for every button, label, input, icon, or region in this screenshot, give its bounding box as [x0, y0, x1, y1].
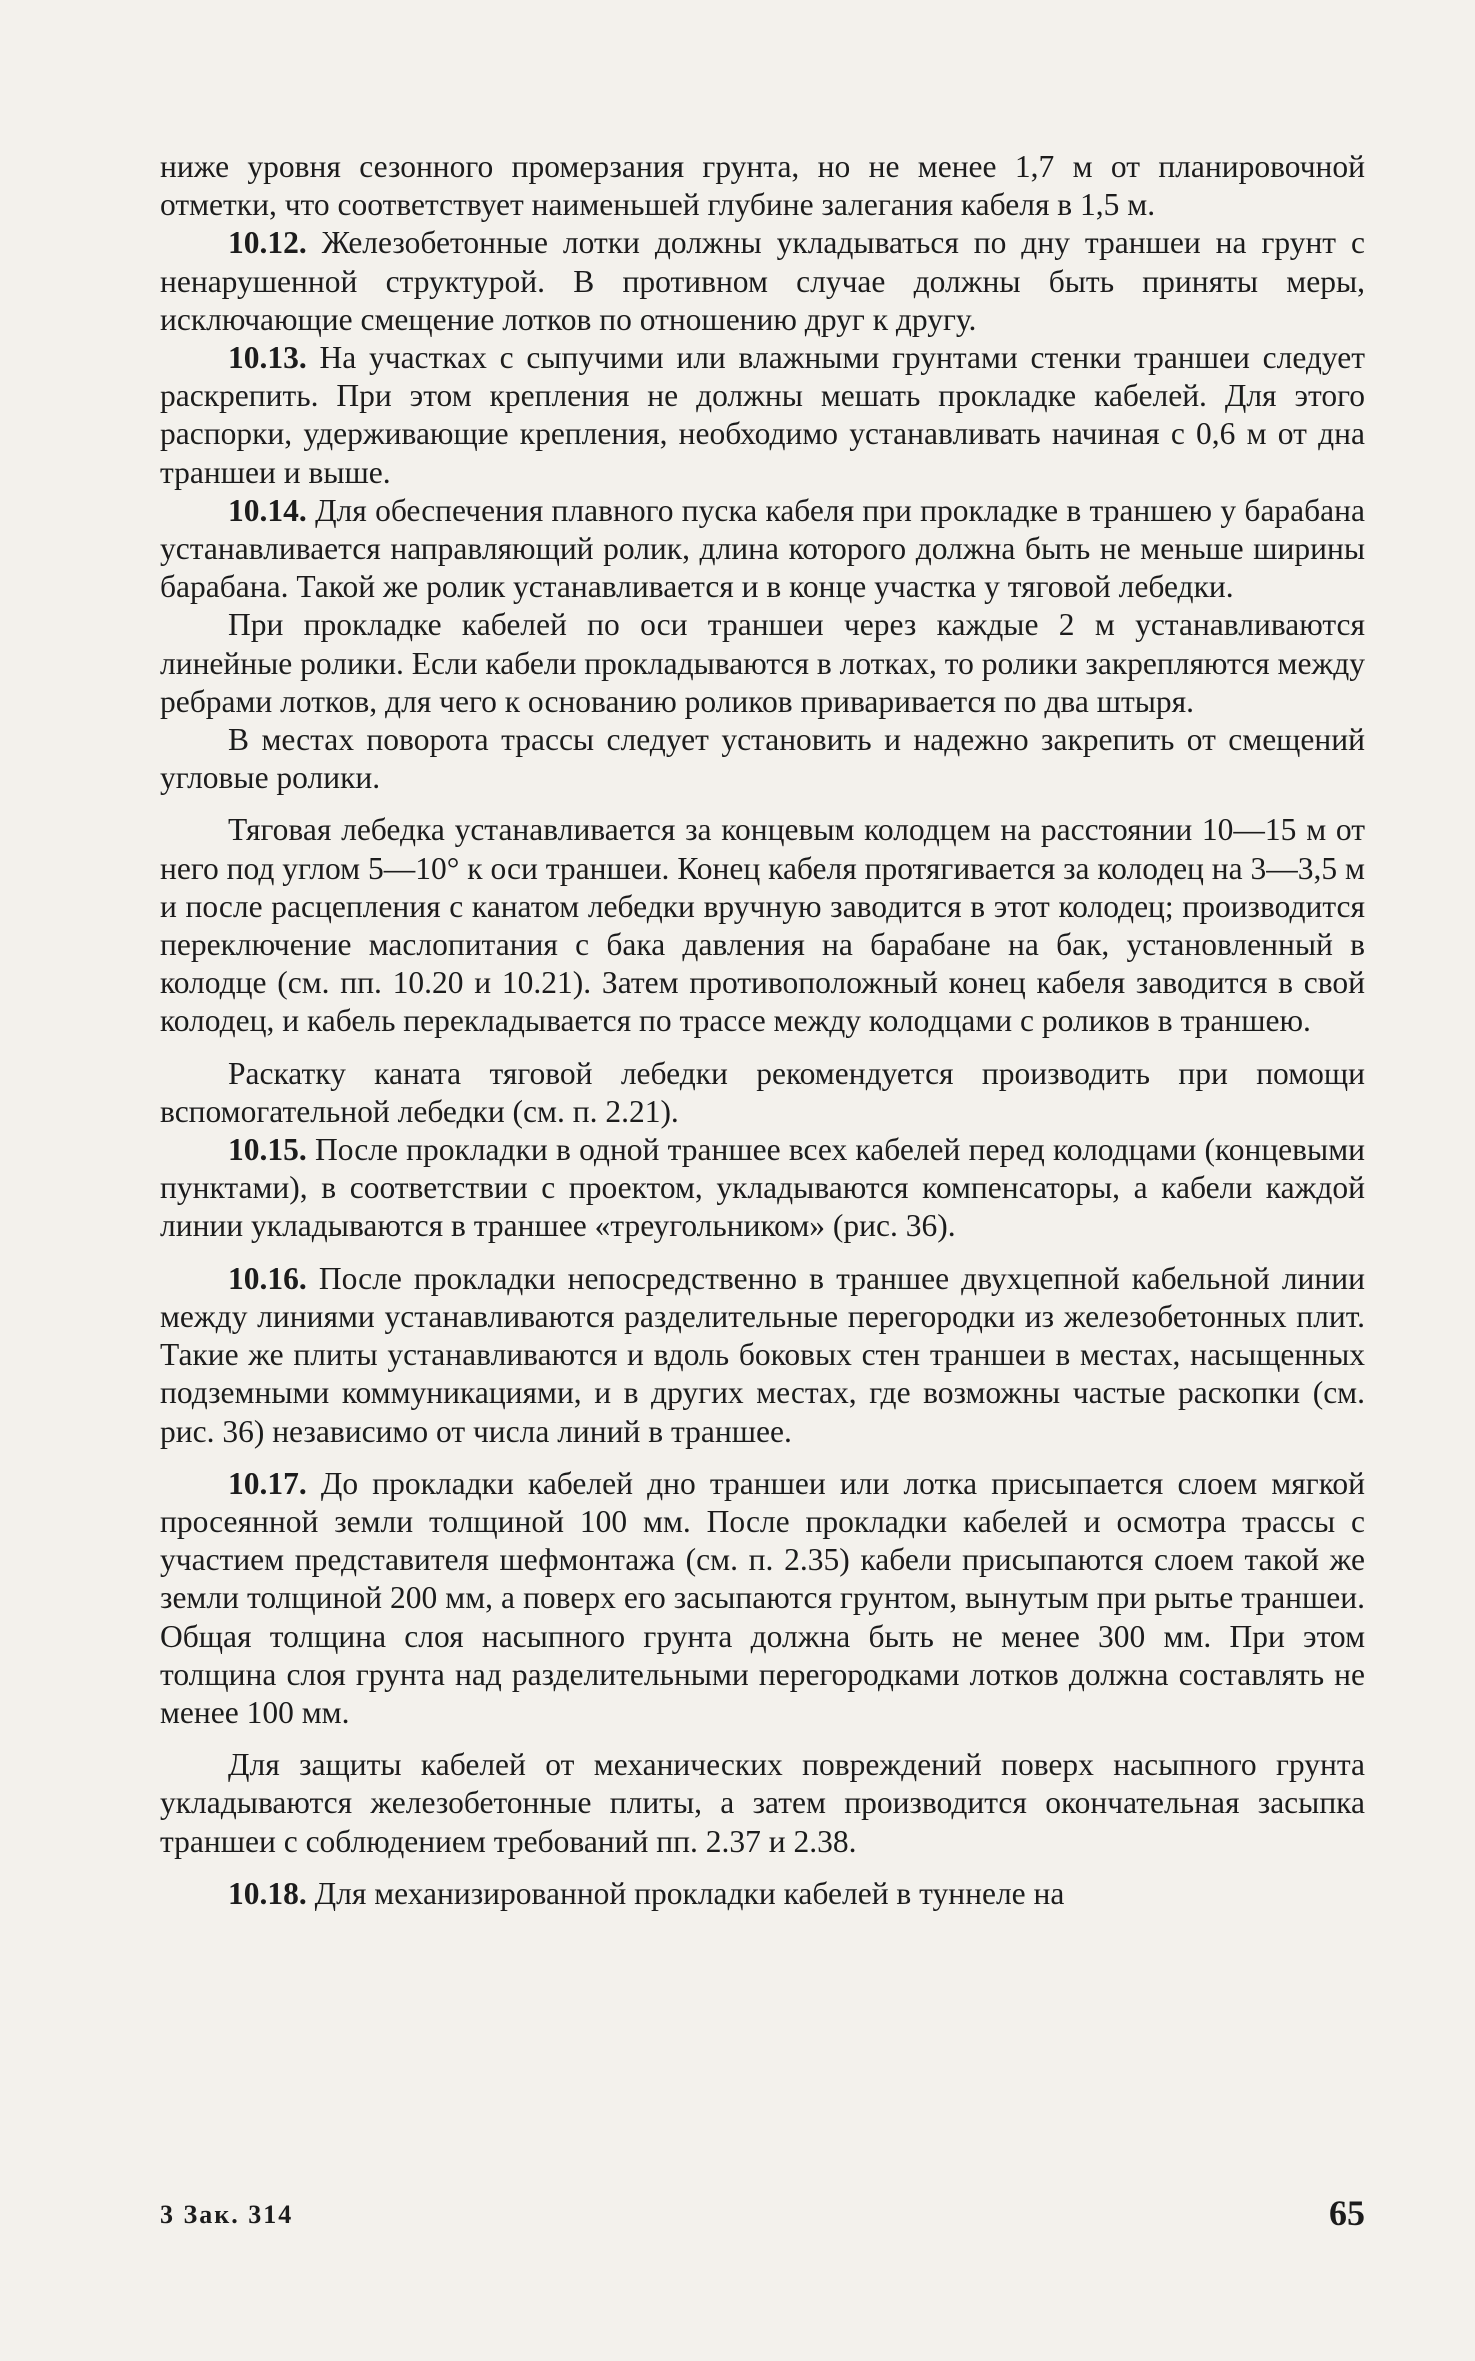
paragraph-10-16: 10.16. После прокладки непосредственно в траншее двухцепной кабельной линии между линиями устанавливаются разделительные перегородки из железобетонных плит. Такие же плиты устанавливаются и вдоль боковых стен траншеи в местах, насыщенных подземными коммуникациями, и в других местах, где возможны частые раскопки (см. рис. 36) независимо от числа линий в траншее.: [160, 1260, 1365, 1449]
body-text: [160, 148, 1365, 1913]
clause-number: 10.13.: [228, 340, 307, 376]
paragraph-10-12: 10.12. Железобетонные лотки должны укладываться по дну траншеи на грунт с ненарушенной структурой. В противном случае должны быть приняты меры, исключающие смещение лотков по отношению друг к другу.: [160, 225, 1366, 337]
clause-number: 10.17.: [228, 1465, 307, 1501]
clause-number: 10.18.: [228, 1875, 307, 1911]
paragraph-10-18: 10.18. Для механизированной прокладки кабелей в туннеле на: [228, 1875, 1065, 1911]
clause-number: 10.14.: [228, 492, 307, 528]
print-signature: 3 Зак. 314: [160, 2200, 294, 2229]
page-number: 65: [1329, 2193, 1365, 2233]
paragraph-linear-rollers: При прокладке кабелей по оси траншеи через каждые 2 м устанавливаются линейные ролики. Если кабели прокладываются в лотках, то ролики закрепляются между ребрами лотков, для чего к основанию роликов приваривается по два штыря.: [160, 607, 1365, 719]
paragraph-10-17: 10.17. До прокладки кабелей дно траншеи или лотка присыпается слоем мягкой просеянной земли толщиной 100 мм. После прокладки кабелей и осмотра трассы с участием представителя шефмонтажа (см. п. 2.35) кабели присыпаются слоем такой же земли толщиной 200 мм, а поверх его засыпаются грунтом, вынутым при рытье траншеи. Общая толщина слоя насыпного грунта должна быть не менее 300 мм. При этом толщина слоя грунта над разделительными перегородками лотков должна составлять не менее 100 мм.: [160, 1465, 1366, 1730]
paragraph-protection: Для защиты кабелей от механических повреждений поверх насыпного грунта укладываются железобетонные плиты, а затем производится окончательная засыпка траншеи с соблюдением требований пп. 2.37 и 2.38.: [160, 1747, 1365, 1859]
paragraph-corner-rollers: В местах поворота трассы следует установить и надежно закрепить от смещений угловые ролики.: [160, 722, 1365, 796]
paragraph-10-13: 10.13. На участках с сыпучими или влажными грунтами стенки траншеи следует раскрепить. При этом крепления не должны мешать прокладке кабелей. Для этого распорки, удерживающие крепления, необходимо устанавливать начиная с 0,6 м от дна траншеи и выше.: [160, 340, 1365, 490]
paragraph-rope: Раскатку каната тяговой лебедки рекомендуется производить при помощи вспомогательной лебедки (см. п. 2.21).: [160, 1055, 1365, 1129]
paragraph-continuation: ниже уровня сезонного промерзания грунта, но не менее 1,7 м от планировочной отметки, что соответствует наименьшей глубине залегания кабеля в 1,5 м.: [160, 149, 1365, 223]
paragraph-10-14: 10.14. Для обеспечения плавного пуска кабеля при прокладке в траншею у барабана устанавливается направляющий ролик, длина которого должна быть не меньше ширины барабана. Такой же ролик устанавливается и в конце участка у тяговой лебедки.: [160, 492, 1366, 605]
clause-number: 10.16.: [228, 1260, 307, 1296]
clause-number: 10.12.: [228, 225, 307, 261]
clause-number: 10.15.: [228, 1132, 307, 1168]
paragraph-10-15: 10.15. После прокладки в одной траншее всех кабелей перед колодцами (концевыми пунктами), в соответствии с проектом, укладываются компенсаторы, а кабели каждой линии укладываются в траншее «треугольником» (рис. 36).: [160, 1132, 1365, 1244]
paragraph-winch: Тяговая лебедка устанавливается за концевым колодцем на расстоянии 10—15 м от него под углом 5—10° к оси траншеи. Конец кабеля протягивается за колодец на 3—3,5 м и после расцепления с канатом лебедки вручную заводится в этот колодец; производится переключение маслопитания с бака давления на барабане на бак, установленный в колодце (см. пп. 10.20 и 10.21). Затем противоположный конец кабеля заводится в свой колодец, и кабель перекладывается по трассе между колодцами с роликов в траншею.: [160, 812, 1365, 1039]
